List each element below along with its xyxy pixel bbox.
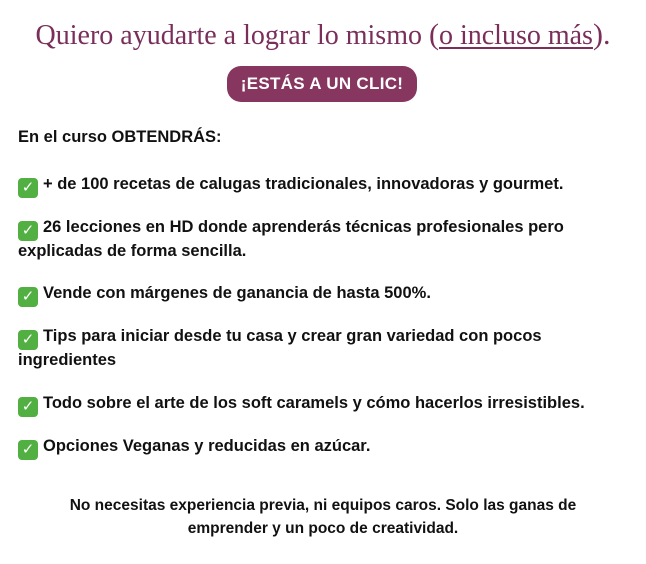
check-mark-icon: ✓ <box>18 397 38 417</box>
benefit-text: Tips para iniciar desde tu casa y crear gran variedad con pocos ingredientes <box>18 327 542 369</box>
check-mark-icon: ✓ <box>18 178 38 198</box>
footer-note <box>0 494 646 540</box>
check-mark-icon: ✓ <box>18 440 38 460</box>
benefit-text: Todo sobre el arte de los soft caramels y cómo hacerlos irresistibles. <box>43 394 585 412</box>
headline-paren-open: ( <box>428 18 439 51</box>
benefit-item <box>18 393 628 417</box>
check-mark-icon: ✓ <box>18 221 38 241</box>
intro-text: En el curso OBTENDRÁS: <box>18 128 222 146</box>
benefit-text: Vende con márgenes de ganancia de hasta 500%. <box>43 284 431 302</box>
headline-text: Quiero ayudarte a lograr lo mismo <box>35 20 429 51</box>
headline-paren-close: ). <box>592 18 611 51</box>
benefit-item <box>18 217 628 262</box>
cta-button[interactable] <box>227 66 417 102</box>
footer-line: No necesitas experiencia previa, ni equipos caros. Solo las ganas de <box>69 497 577 514</box>
check-mark-icon: ✓ <box>18 330 38 350</box>
cta-button-label: ¡ESTÁS A UN CLIC! <box>240 74 404 93</box>
check-mark-icon: ✓ <box>18 287 38 307</box>
benefit-item <box>18 283 628 307</box>
benefit-text: + de 100 recetas de calugas tradicionales, innovadoras y gourmet. <box>43 175 564 193</box>
footer-line: emprender y un poco de creatividad. <box>187 520 459 537</box>
benefit-item <box>18 326 628 371</box>
headline <box>0 18 646 52</box>
benefit-text: 26 lecciones en HD donde aprenderás técnicas profesionales pero explicadas de forma sencilla. <box>18 218 564 260</box>
benefit-item <box>18 174 628 198</box>
benefit-text: Opciones Veganas y reducidas en azúcar. <box>43 437 371 455</box>
benefit-item <box>18 436 628 460</box>
headline-underlined-text: o incluso más <box>438 20 593 51</box>
